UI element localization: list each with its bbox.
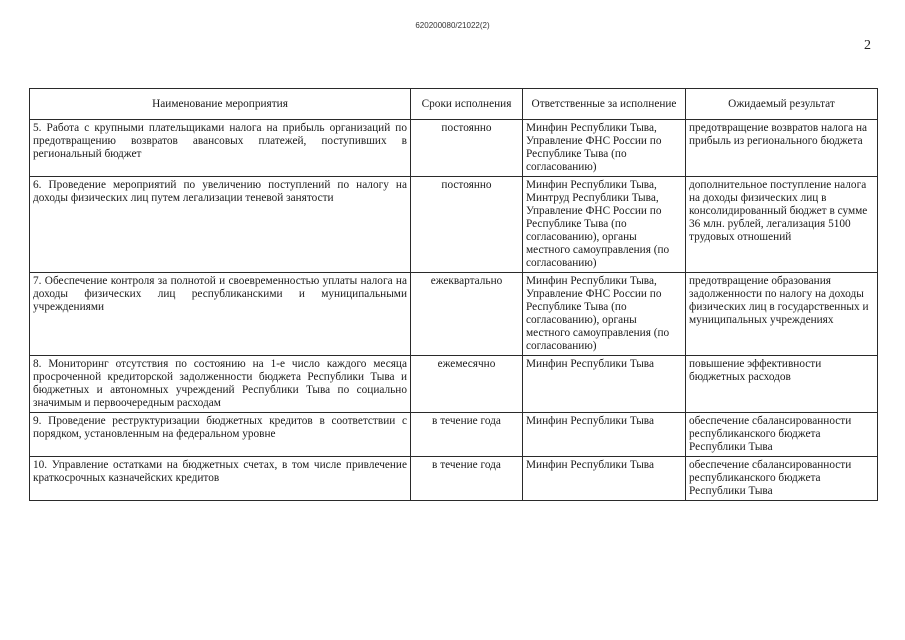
event-cell: 7. Обеспечение контроля за полнотой и своевременностью уплаты налога на доходы физических лиц республиканскими и муниципальными учреждениями [30, 273, 411, 356]
result-cell: дополнительное поступление налога на доходы физических лиц в консолидированный бюджет в сумме 36 млн. рублей, легализация 5100 трудовых отношений [686, 177, 878, 273]
table-row [30, 356, 878, 413]
table-row [30, 120, 878, 177]
result-cell: предотвращение образования задолженности по налогу на доходы физических лиц в государственных и муниципальных учреждениях [686, 273, 878, 356]
table-row [30, 413, 878, 457]
column-header-event: Наименование мероприятия [30, 89, 411, 120]
event-cell: 10. Управление остатками на бюджетных счетах, в том числе привлечение краткосрочных казначейских кредитов [30, 457, 411, 501]
responsible-cell: Минфин Республики Тыва [523, 413, 686, 457]
result-cell: обеспечение сбалансированности республиканского бюджета Республики Тыва [686, 457, 878, 501]
event-cell: 8. Мониторинг отсутствия по состоянию на 1-е число каждого месяца просроченной кредиторской задолженности бюджета Республики Тыва и бюджетных и автономных учреждений Республики Тыва по социально значимым и первоочередным расходам [30, 356, 411, 413]
responsible-cell: Минфин Республики Тыва, Управление ФНС России по Республике Тыва (по согласованию), органы местного самоуправления (по согласованию) [523, 273, 686, 356]
deadline-cell: в течение года [411, 413, 523, 457]
deadline-cell: в течение года [411, 457, 523, 501]
result-cell: предотвращение возвратов налога на прибыль из регионального бюджета [686, 120, 878, 177]
table-header-row [30, 89, 878, 120]
column-header-deadline: Сроки исполнения [411, 89, 523, 120]
document-number: 620200080/21022(2) [415, 21, 490, 30]
page-number: 2 [864, 38, 871, 53]
responsible-cell: Минфин Республики Тыва, Минтруд Республики Тыва, Управление ФНС России по Республике Тыва (по согласованию), органы местного самоуправления (по согласованию) [523, 177, 686, 273]
table-row [30, 177, 878, 273]
event-cell: 9. Проведение реструктуризации бюджетных кредитов в соответствии с порядком, установленным на федеральном уровне [30, 413, 411, 457]
measures-table [29, 88, 878, 501]
table-row [30, 273, 878, 356]
result-cell: повышение эффективности бюджетных расходов [686, 356, 878, 413]
column-header-responsible: Ответственные за исполнение [523, 89, 686, 120]
deadline-cell: ежемесячно [411, 356, 523, 413]
result-cell: обеспечение сбалансированности республиканского бюджета Республики Тыва [686, 413, 878, 457]
event-cell: 5. Работа с крупными плательщиками налога на прибыль организаций по предотвращению возвратов авансовых платежей, поступивших в региональный бюджет [30, 120, 411, 177]
deadline-cell: постоянно [411, 120, 523, 177]
column-header-result: Ожидаемый результат [686, 89, 878, 120]
event-cell: 6. Проведение мероприятий по увеличению поступлений по налогу на доходы физических лиц путем легализации теневой занятости [30, 177, 411, 273]
responsible-cell: Минфин Республики Тыва [523, 457, 686, 501]
responsible-cell: Минфин Республики Тыва, Управление ФНС России по Республике Тыва (по согласованию) [523, 120, 686, 177]
responsible-cell: Минфин Республики Тыва [523, 356, 686, 413]
table-row [30, 457, 878, 501]
deadline-cell: постоянно [411, 177, 523, 273]
deadline-cell: ежеквартально [411, 273, 523, 356]
